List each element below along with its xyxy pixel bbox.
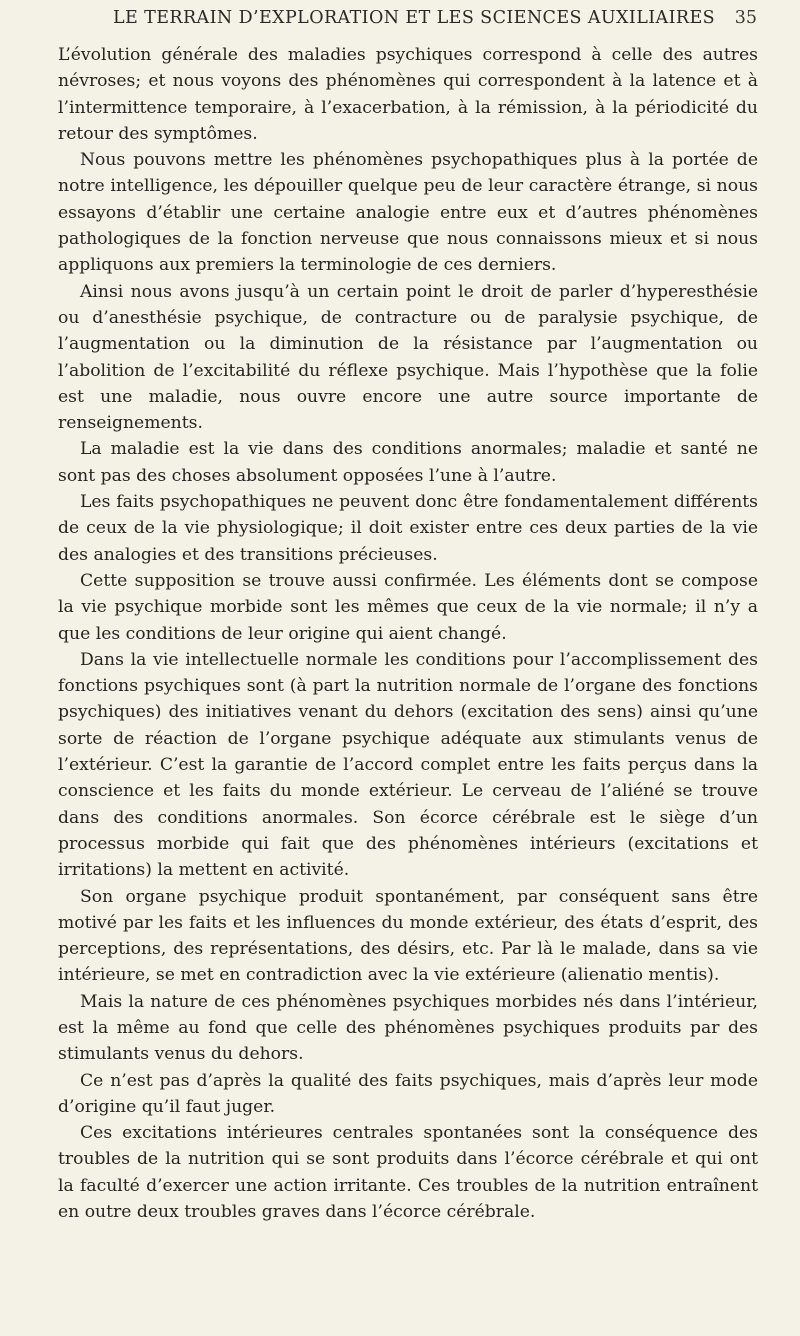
page-number: 35 bbox=[734, 8, 757, 28]
paragraph-4: La maladie est la vie dans des conditions anormales; maladie et santé ne sont pas des choses absolument opposées l’une à l’autre. bbox=[58, 439, 758, 486]
paragraph-10: Ce n’est pas d’après la qualité des faits psychiques, mais d’après leur mode d’origine qu’il faut juger. bbox=[58, 1070, 758, 1117]
paragraph-2: Nous pouvons mettre les phénomènes psychopathiques plus à la portée de notre intelligence, les dépouiller quelque peu de leur caractère étrange, si nous essayons d’établir une certaine analogie entre eux et d’autres phénomènes pathologiques de la fonction nerveuse que nous connaissons mieux et si nous appliquons aux premiers la terminologie de ces derniers. bbox=[58, 150, 758, 276]
paragraph-6: Cette supposition se trouve aussi confirmée. Les éléments dont se compose la vie psychique morbide sont les mêmes que ceux de la vie normale; il n’y a que les conditions de leur origine qui aient changé. bbox=[58, 570, 758, 644]
paragraph-8: Son organe psychique produit spontanément, par conséquent sans être motivé par les faits et les influences du monde extérieur, des états d’esprit, des perceptions, des représentations, des désirs, etc. Par là le malade, dans sa vie intérieure, se met en contradiction avec la vie extérieure (alienatio mentis). bbox=[58, 886, 758, 986]
running-title: LE TERRAIN D’EXPLORATION ET LES SCIENCES AUXILIAIRES bbox=[113, 8, 716, 28]
paragraph-1: L’évolution générale des maladies psychiques correspond à celle des autres névroses; et nous voyons des phénomènes qui correspondent à la latence et à l’intermittence temporaire, à l’exacerbation, à la rémission, à la périodicité du retour des symptômes. bbox=[58, 45, 758, 144]
body-text bbox=[58, 42, 758, 1225]
page-header bbox=[58, 4, 759, 44]
paragraph-5: Les faits psychopathiques ne peuvent donc être fondamentalement différents de ceux de la vie physiologique; il doit exister entre ces deux parties de la vie des analogies et des transitions précieuses. bbox=[58, 492, 758, 565]
paragraph-9: Mais la nature de ces phénomènes psychiques morbides nés dans l’intérieur, est la même au fond que celle des phénomènes psychiques produits par des stimulants venus du dehors. bbox=[58, 991, 758, 1065]
paragraph-11: Ces excitations intérieures centrales spontanées sont la conséquence des troubles de la nutrition qui se sont produits dans l’écorce cérébrale et qui ont la faculté d’exercer une action irritante. Ces troubles de la nutrition entraînent en outre deux troubles graves dans l’écorce cérébrale. bbox=[58, 1123, 758, 1223]
paragraph-7: Dans la vie intellectuelle normale les conditions pour l’accomplissement des fonctions psychiques sont (à part la nutrition normale de l’organe des fonctions psychiques) des initiatives venant du dehors (excitation des sens) ainsi qu’une sorte de réaction de l’organe psychique adéquate aux stimulants venus de l’extérieur. C’est la garantie de l’accord complet entre les faits perçus dans la conscience et les faits du monde extérieur. Le cerveau de l’aliéné se trouve dans des conditions anormales. Son écorce cérébrale est le siège d’un processus morbide qui fait que des phénomènes intérieurs (excitations et irritations) la mettent en activité. bbox=[58, 649, 758, 881]
paragraph-3: Ainsi nous avons jusqu’à un certain point le droit de parler d’hyperesthésie ou d’anesthésie psychique, de contracture ou de paralysie psychique, de l’augmentation ou la diminution de la résistance par l’augmentation ou l’abolition de l’excitabilité du réflexe psychique. Mais l’hypothèse que la folie est une maladie, nous ouvre encore une autre source importante de renseignements. bbox=[58, 281, 758, 434]
